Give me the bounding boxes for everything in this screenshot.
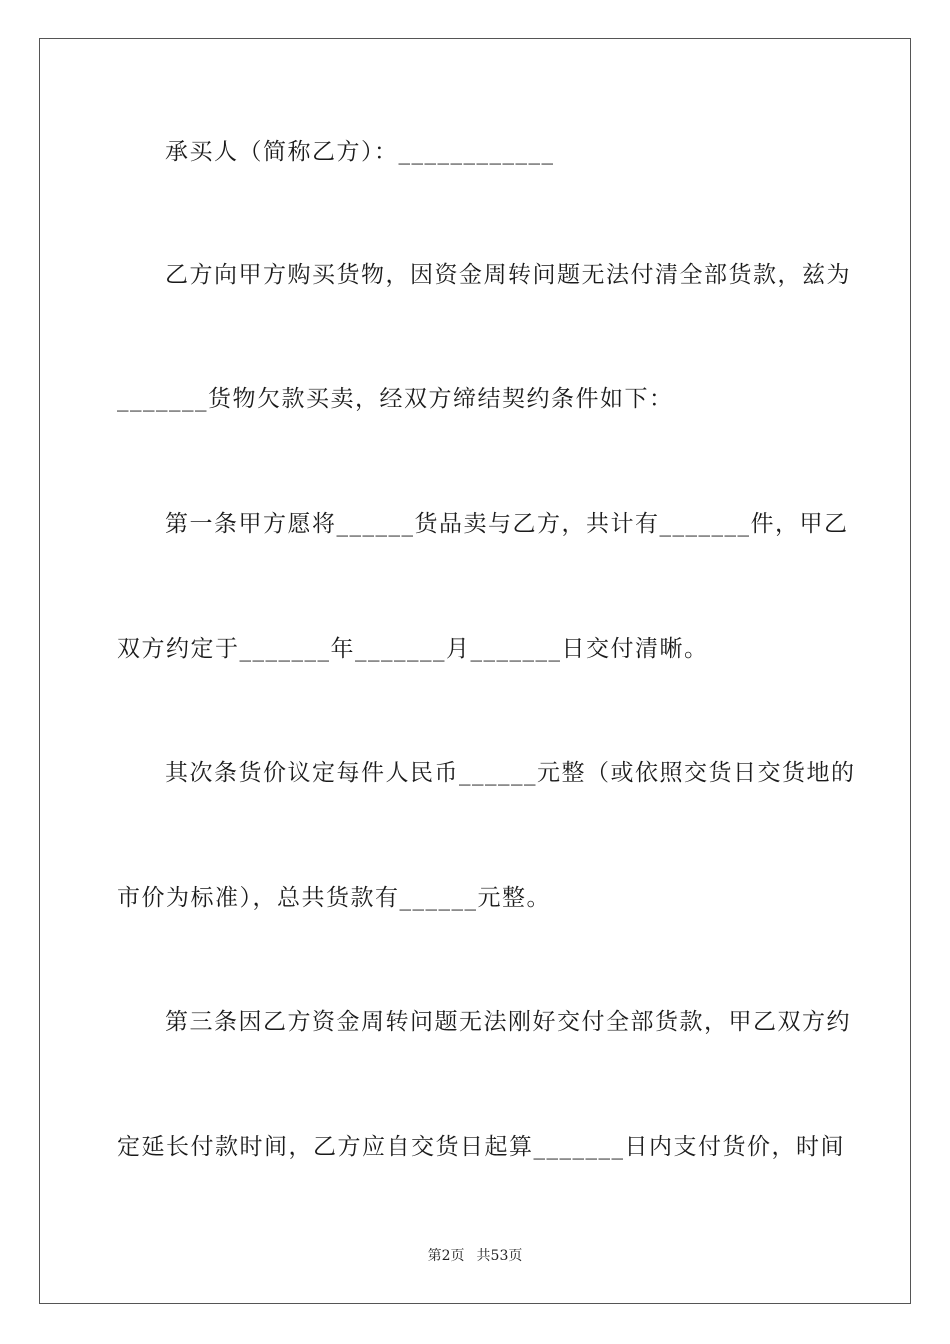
page-footer <box>0 1246 950 1266</box>
page-total: 共53页 <box>476 1248 523 1264</box>
page-number: 第2页 <box>427 1248 465 1264</box>
page-frame <box>39 38 911 1304</box>
text-line-article-1-cont: 双方约定于_______年_______月_______日交付清晰。 <box>117 636 709 662</box>
text-line-purpose: 乙方向甲方购买货物，因资金周转问题无法付清全部货款，兹为 <box>165 262 851 288</box>
text-line-article-3-cont: 定延长付款时间，乙方应自交货日起算_______日内支付货价，时间 <box>117 1134 845 1160</box>
text-line-article-2: 其次条货价议定每件人民币______元整（或依照交货日交货地的 <box>165 760 856 786</box>
text-line-buyer: 承买人（简称乙方）：____________ <box>165 139 555 165</box>
text-line-article-1: 第一条甲方愿将______货品卖与乙方，共计有_______件，甲乙 <box>165 511 849 537</box>
text-line-article-3: 第三条因乙方资金周转问题无法刚好交付全部货款，甲乙双方约 <box>165 1009 851 1035</box>
text-line-purpose-cont: _______货物欠款买卖，经双方缔结契约条件如下： <box>117 386 674 412</box>
text-line-article-2-cont: 市价为标准），总共货款有______元整。 <box>117 885 551 911</box>
